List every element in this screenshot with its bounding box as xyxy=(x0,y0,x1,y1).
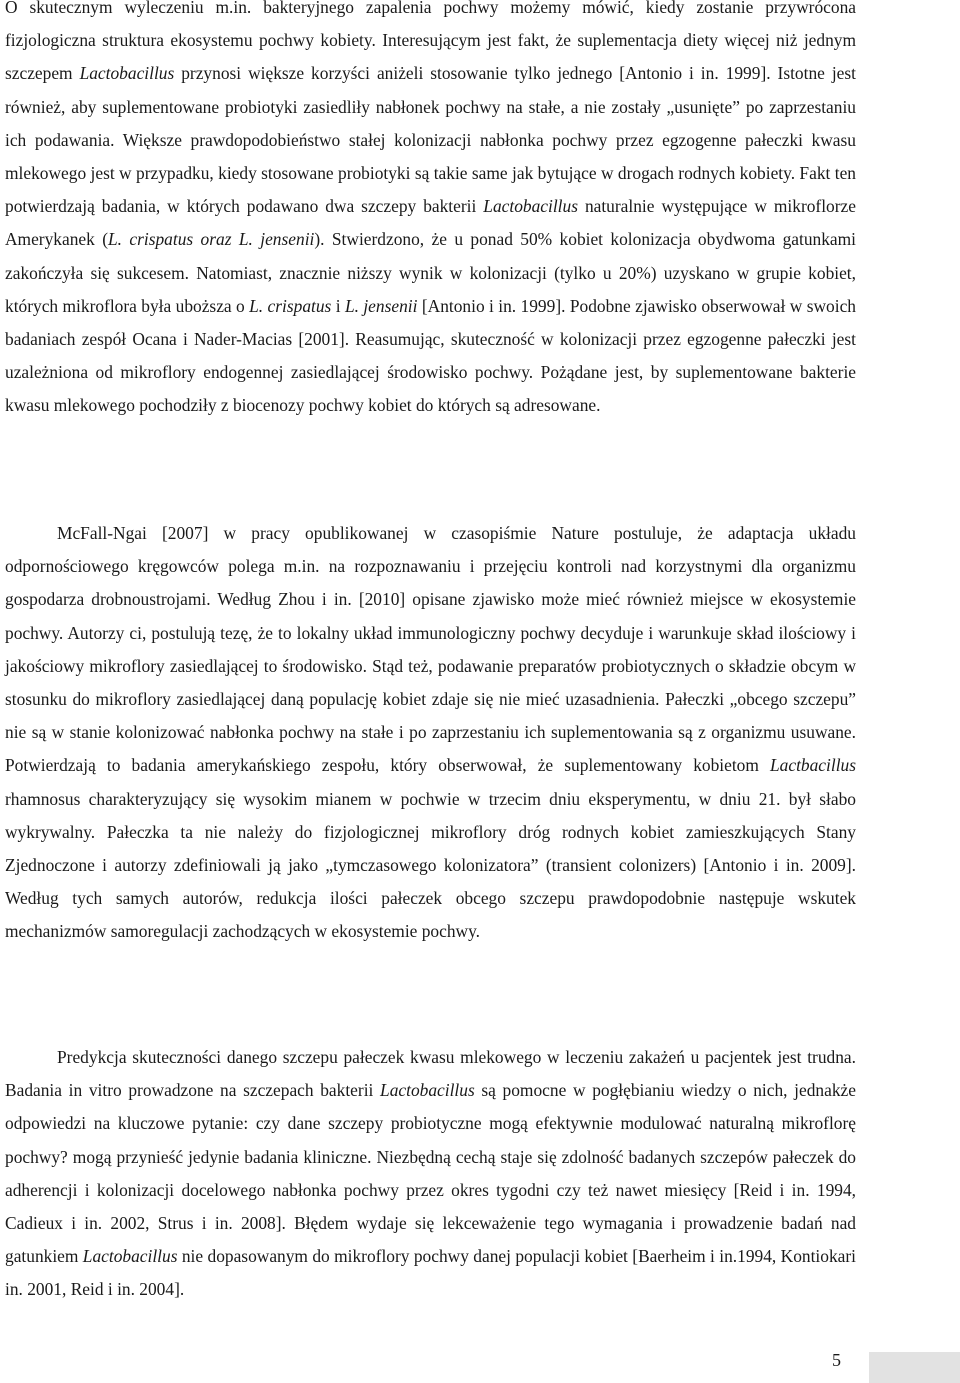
text-segment: O skutecznym wyleczeniu m.in. bakteryjnego zapalenia pochwy możemy mówić, kiedy zostanie przywrócona fizjologiczna struktura ekosystemu pochwy kobiety. Interesującym jest fakt, że suplementacja diety więcej niż jednym szczepem xyxy=(5,0,856,84)
italic-text-segment: L. crispatus oraz L. jensenii xyxy=(108,229,315,250)
paragraph-1 xyxy=(5,0,856,423)
text-segment: nie dopasowanym do mikroflory pochwy danej populacji kobiet [Baerheim i in.1994, Kontiokari in. 2001, Reid i in. 2004]. xyxy=(5,1246,856,1300)
italic-text-segment: Lactobacillus xyxy=(79,63,175,84)
text-segment: są pomocne w pogłębianiu wiedzy o nich, jednakże odpowiedzi na kluczowe pytanie: czy dane szczepy probiotyczne mogą efektywnie modulować naturalną mikroflorę pochwy? mogą przynieść jedynie badania kliniczne. Niezbędną cechą staje się zdolność badanych szczepów pałeczek do adherencji i kolonizacji docelowego nabłonka pochwy przez okres tygodni czy też nawet miesięcy [Reid i in. 1994, Cadieux i in. 2002, Strus i in. 2008]. Błędem wydaje się lekceważenie tego wymagania i prowadzenie badań nad gatunkiem xyxy=(5,1080,856,1267)
text-segment: rhamnosus charakteryzujący się wysokim mianem w pochwie w trzecim dniu eksperymentu, w dniu 21. był słabo wykrywalny. Pałeczka ta nie należy do fizjologicznej mikroflory dróg rodnych kobiet zamieszkujących Stany Zjednoczone i autorzy zdefiniowali ją jako „tymczasowego kolonizatora” (transient colonizers) [Antonio i in. 2009]. Według tych samych autorów, redukcja ilości pałeczek obcego szczepu prawdopodobnie następuje wskutek mechanizmów samoregulacji zachodzących w ekosystemie pochwy. xyxy=(5,788,856,942)
text-segment: przynosi większe korzyści aniżeli stosowanie tylko jednego [Antonio i in. 1999]. Istotne jest również, aby suplementowane probiotyki zasiedliły nabłonek pochwy na stałe, a nie zostały „usunięte” po zaprzestaniu ich podawania. Większe prawdopodobieństwo stałej kolonizacji nabłonka pochwy przez egzogenne pałeczki kwasu mlekowego jest w przypadku, kiedy stosowane probiotyki są takie same jak bytujące w drogach rodnych kobiety. Fakt ten potwierdzają badania, w których podawano dwa szczepy bakterii xyxy=(5,63,856,217)
italic-text-segment: Lactobacillus xyxy=(82,1246,178,1267)
text-segment: [Antonio i in. 1999]. Podobne zjawisko obserwował w swoich badaniach zespół Ocana i Nader-Macias [2001]. Reasumując, skuteczność w kolonizacji przez egzogenne pałeczki jest uzależniona od mikroflory endogennej zasiedlającej środowisko pochwy. Pożądane jest, by suplementowane bakterie kwasu mlekowego pochodziły z biocenozy pochwy kobiet do których są adresowane. xyxy=(5,295,856,416)
italic-text-segment: L. jensenii xyxy=(344,295,418,316)
paragraph-2 xyxy=(5,517,856,949)
italic-text-segment: Lactobacillus xyxy=(380,1080,475,1101)
page-number: 5 xyxy=(832,1350,841,1370)
page-number-tab xyxy=(869,1352,960,1383)
italic-text-segment: L. crispatus xyxy=(249,295,332,316)
italic-text-segment: Lactbacillus xyxy=(770,755,856,776)
italic-text-segment: Lactobacillus xyxy=(483,196,578,217)
text-segment: McFall-Ngai [2007] w pracy opublikowanej w czasopiśmie Nature postuluje, że adaptacja układu odpornościowego kręgowców polega m.in. na rozpoznawaniu i przejęciu kontroli nad korzystnymi dla organizmu gospodarza drobnoustrojami. Według Zhou i in. [2010] opisane zjawisko może mieć również miejsce w ekosystemie pochwy. Autorzy ci, postulują tezę, że to lokalny układ immunologiczny pochwy decyduje i warunkuje skład ilościowy i jakościowy mikroflory zasiedlającej to środowisko. Stąd też, podawanie preparatów probiotycznych o składzie obcym w stosunku do mikroflory zasiedlającej daną populację kobiet zdaje się nie mieć uzasadnienia. Pałeczki „obcego szczepu” nie są w stanie kolonizować nabłonka pochwy na stałe i po zaprzestaniu ich suplementowania są z organizmu usuwane. Potwierdzają to badania amerykańskiego zespołu, który obserwował, że suplementowany kobietom xyxy=(5,523,856,776)
paragraph-3 xyxy=(5,1041,856,1307)
text-segment: i xyxy=(331,295,345,316)
text-segment: ). Stwierdzono, że u ponad 50% kobiet kolonizacja obydwoma gatunkami zakończyła się sukcesem. Natomiast, znacznie niższy wynik w kolonizacji (tylko u 20%) uzyskano w grupie kobiet, których mikroflora była uboższa o xyxy=(5,229,857,316)
text-segment: naturalnie występujące w mikroflorze Amerykanek ( xyxy=(5,196,856,250)
text-segment: Predykcja skuteczności danego szczepu pałeczek kwasu mlekowego w leczeniu zakażeń u pacjentek jest trudna. Badania in vitro prowadzone na szczepach bakterii xyxy=(5,1047,856,1101)
